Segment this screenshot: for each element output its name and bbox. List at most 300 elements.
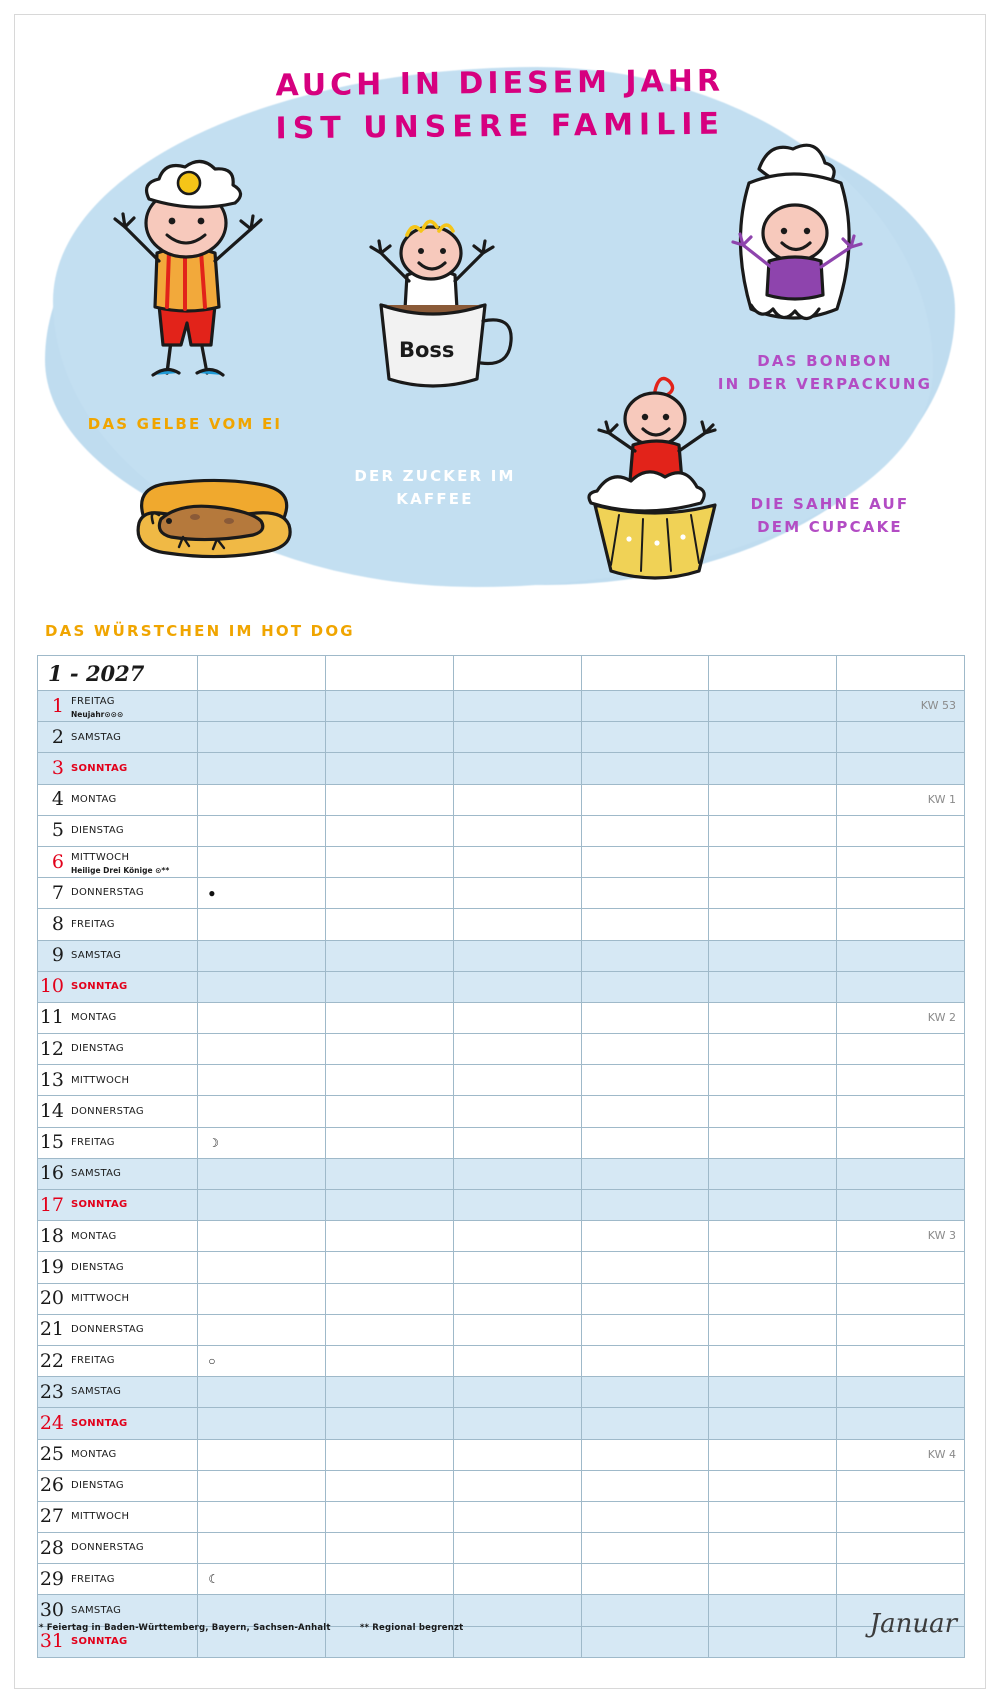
day-row (38, 1470, 965, 1501)
appointment-cell[interactable] (453, 1345, 581, 1376)
appointment-cell[interactable] (709, 1034, 837, 1065)
appointment-cell[interactable] (198, 1408, 326, 1439)
appointment-cell[interactable] (709, 1127, 837, 1158)
moon-phase-icon: ● (208, 886, 216, 901)
day-row (38, 753, 965, 784)
month-header-cell: 1 - 2027 (38, 656, 198, 691)
appointment-cell[interactable] (453, 722, 581, 753)
appointment-cell[interactable] (198, 878, 326, 909)
caption-coffee-line-2: KAFFEE (396, 489, 474, 508)
appointment-cell[interactable] (581, 846, 709, 877)
appointment-cell[interactable] (581, 1158, 709, 1189)
appointment-cell[interactable] (837, 940, 965, 971)
appointment-cell[interactable] (453, 753, 581, 784)
day-number: 6 (51, 850, 64, 873)
footnote-2: ** Regional begrenzt (359, 1623, 464, 1633)
appointment-cell[interactable] (837, 1470, 965, 1501)
appointment-cell[interactable] (326, 784, 454, 815)
headline (15, 58, 986, 153)
day-label-cell (38, 1065, 198, 1096)
appointment-cell[interactable] (837, 1158, 965, 1189)
appointment-cell[interactable] (198, 722, 326, 753)
appointment-cell[interactable] (326, 1190, 454, 1221)
caption-bonbon-line-2: IN DER VERPACKUNG (717, 374, 933, 393)
day-label-cell (38, 1439, 198, 1470)
weekday-name: MITTWOCH (71, 1074, 130, 1086)
appointment-cell[interactable] (326, 846, 454, 877)
appointment-cell[interactable] (326, 1595, 454, 1626)
appointment-cell[interactable] (198, 1221, 326, 1252)
appointment-cell[interactable] (709, 1564, 837, 1595)
weekday-name: SAMSTAG (71, 731, 122, 743)
appointment-cell[interactable] (837, 1034, 965, 1065)
appointment-cell[interactable] (326, 1283, 454, 1314)
appointment-cell[interactable] (453, 1564, 581, 1595)
appointment-cell[interactable] (198, 1439, 326, 1470)
weekday-name: SAMSTAG (71, 949, 122, 961)
appointment-cell[interactable] (453, 940, 581, 971)
appointment-cell[interactable] (581, 722, 709, 753)
day-number: 7 (51, 881, 64, 904)
appointment-cell[interactable] (581, 1345, 709, 1376)
appointment-cell[interactable] (581, 1221, 709, 1252)
appointment-cell[interactable] (581, 878, 709, 909)
appointment-cell[interactable] (581, 1501, 709, 1532)
appointment-cell[interactable] (198, 971, 326, 1002)
appointment-cell[interactable] (581, 1252, 709, 1283)
weekday-name: MONTAG (71, 793, 117, 805)
day-row (38, 909, 965, 940)
appointment-cell[interactable] (709, 1190, 837, 1221)
appointment-cell[interactable] (709, 971, 837, 1002)
appointment-cell[interactable] (709, 1221, 837, 1252)
caption-cupcake (715, 493, 945, 538)
appointment-cell[interactable] (326, 1377, 454, 1408)
appointment-cell[interactable] (326, 1034, 454, 1065)
appointment-cell[interactable] (581, 1408, 709, 1439)
day-row (38, 1564, 965, 1595)
appointment-cell[interactable] (837, 846, 965, 877)
day-row (38, 1408, 965, 1439)
appointment-cell[interactable] (581, 1533, 709, 1564)
appointment-cell[interactable] (709, 1345, 837, 1376)
day-row (38, 784, 965, 815)
appointment-cell[interactable] (581, 753, 709, 784)
appointment-cell[interactable] (709, 1065, 837, 1096)
appointment-cell[interactable] (709, 940, 837, 971)
appointment-cell[interactable] (581, 1190, 709, 1221)
appointment-cell[interactable] (326, 1065, 454, 1096)
day-row (38, 691, 965, 722)
appointment-cell[interactable] (198, 1002, 326, 1033)
day-row (38, 1439, 965, 1470)
week-number: KW 3 (927, 1229, 956, 1243)
appointment-cell[interactable] (581, 1595, 709, 1626)
appointment-cell[interactable] (581, 1127, 709, 1158)
appointment-cell[interactable] (326, 753, 454, 784)
weekday-name: FREITAG (71, 1573, 115, 1585)
appointment-cell[interactable] (198, 1096, 326, 1127)
coffee-mug-figure (327, 205, 547, 405)
appointment-cell[interactable] (198, 846, 326, 877)
appointment-cell[interactable] (709, 1252, 837, 1283)
appointment-cell[interactable] (326, 1408, 454, 1439)
moon-phase-icon: ☽ (208, 1135, 220, 1150)
day-number: 4 (51, 788, 64, 811)
day-number: 17 (39, 1193, 64, 1216)
day-number: 31 (39, 1630, 64, 1653)
weekday-name: SONNTAG (71, 1635, 128, 1647)
appointment-cell[interactable] (709, 722, 837, 753)
appointment-cell[interactable] (581, 1314, 709, 1345)
appointment-cell[interactable] (198, 815, 326, 846)
appointment-cell[interactable] (709, 909, 837, 940)
appointment-cell[interactable] (709, 1002, 837, 1033)
appointment-cell[interactable] (709, 1501, 837, 1532)
appointment-cell[interactable] (198, 1190, 326, 1221)
appointment-cell[interactable] (709, 1439, 837, 1470)
weekday-name: DIENSTAG (71, 1043, 124, 1055)
appointment-cell[interactable] (581, 691, 709, 722)
day-label-cell (38, 722, 198, 753)
appointment-cell[interactable] (198, 1314, 326, 1345)
appointment-cell[interactable] (326, 1252, 454, 1283)
appointment-cell[interactable] (326, 1158, 454, 1189)
appointment-cell[interactable] (837, 1439, 965, 1470)
day-label-cell (38, 1345, 198, 1376)
appointment-cell[interactable] (326, 971, 454, 1002)
moon-phase-icon: ○ (208, 1354, 216, 1369)
appointment-cell[interactable] (709, 1158, 837, 1189)
day-number: 11 (39, 1006, 64, 1029)
calendar-header-row (38, 656, 965, 691)
appointment-cell[interactable] (837, 1564, 965, 1595)
appointment-cell[interactable] (453, 1314, 581, 1345)
page-border (14, 14, 986, 1689)
appointment-cell[interactable] (198, 784, 326, 815)
weekday-name: FREITAG (71, 1136, 115, 1148)
week-number: KW 53 (920, 699, 956, 713)
appointment-cell[interactable] (198, 1470, 326, 1501)
appointment-cell[interactable] (581, 1283, 709, 1314)
appointment-cell[interactable] (453, 1439, 581, 1470)
day-number: 12 (39, 1037, 64, 1060)
appointment-cell[interactable] (453, 909, 581, 940)
appointment-cell[interactable] (709, 1470, 837, 1501)
appointment-cell[interactable] (453, 1408, 581, 1439)
day-label-cell (38, 1096, 198, 1127)
appointment-cell[interactable] (198, 1127, 326, 1158)
appointment-cell[interactable] (326, 940, 454, 971)
appointment-cell[interactable] (709, 691, 837, 722)
day-number: 29 (39, 1567, 64, 1590)
appointment-cell[interactable] (326, 1533, 454, 1564)
holiday-name: Heilige Drei Könige ⊙** (71, 866, 170, 876)
weekday-name: SONNTAG (71, 1199, 128, 1211)
appointment-cell[interactable] (326, 1127, 454, 1158)
day-row (38, 1065, 965, 1096)
appointment-cell[interactable] (198, 909, 326, 940)
caption-egg: DAS GELBE VOM EI (87, 415, 283, 433)
appointment-cell[interactable] (453, 846, 581, 877)
day-row (38, 1127, 965, 1158)
week-number: KW 4 (927, 1447, 956, 1461)
weekday-name: MONTAG (71, 1448, 117, 1460)
appointment-cell[interactable] (837, 1408, 965, 1439)
appointment-cell[interactable] (453, 878, 581, 909)
appointment-cell[interactable] (198, 1345, 326, 1376)
day-row (38, 1345, 965, 1376)
caption-coffee-line-1: DER ZUCKER IM (354, 467, 516, 485)
appointment-cell[interactable] (581, 784, 709, 815)
appointment-cell[interactable] (198, 1252, 326, 1283)
appointment-cell[interactable] (453, 1065, 581, 1096)
appointment-cell[interactable] (709, 753, 837, 784)
day-label-cell (38, 909, 198, 940)
appointment-cell[interactable] (326, 691, 454, 722)
day-number: 13 (39, 1068, 64, 1091)
appointment-cell[interactable] (453, 1252, 581, 1283)
weekday-name: MONTAG (71, 1230, 117, 1242)
weekday-name: FREITAG (71, 1355, 115, 1367)
appointment-cell[interactable] (198, 753, 326, 784)
day-number: 25 (39, 1443, 64, 1466)
appointment-cell[interactable] (453, 1283, 581, 1314)
day-label-cell (38, 815, 198, 846)
appointment-cell[interactable] (581, 1377, 709, 1408)
appointment-cell[interactable] (453, 1158, 581, 1189)
appointment-cell[interactable] (326, 909, 454, 940)
egg-boy-figure (75, 155, 295, 385)
appointment-cell[interactable] (581, 971, 709, 1002)
day-number: 26 (39, 1474, 64, 1497)
day-row (38, 846, 965, 877)
mug-label: Boss (399, 338, 455, 362)
header-blank-3[interactable] (453, 656, 581, 691)
appointment-cell[interactable] (709, 1595, 837, 1626)
day-number: 3 (51, 756, 64, 779)
weekday-name: DONNERSTAG (71, 1324, 144, 1336)
appointment-cell[interactable] (581, 1002, 709, 1033)
day-label-cell (38, 878, 198, 909)
appointment-cell[interactable] (709, 878, 837, 909)
day-row (38, 1221, 965, 1252)
appointment-cell[interactable] (709, 1283, 837, 1314)
appointment-cell[interactable] (198, 1034, 326, 1065)
appointment-cell[interactable] (453, 1501, 581, 1532)
appointment-cell[interactable] (326, 1002, 454, 1033)
appointment-cell[interactable] (837, 1314, 965, 1345)
appointment-cell[interactable] (453, 1533, 581, 1564)
header-blank-2[interactable] (326, 656, 454, 691)
day-number: 9 (51, 944, 64, 967)
weekday-name: DONNERSTAG (71, 1542, 144, 1554)
moon-phase-icon: ☾ (208, 1572, 220, 1587)
header-blank-1[interactable] (198, 656, 326, 691)
appointment-cell[interactable] (709, 1533, 837, 1564)
appointment-cell[interactable] (453, 1470, 581, 1501)
appointment-cell[interactable] (837, 1002, 965, 1033)
appointment-cell[interactable] (326, 722, 454, 753)
appointment-cell[interactable] (453, 1377, 581, 1408)
caption-hotdog: DAS WÜRSTCHEN IM HOT DOG (45, 622, 355, 640)
appointment-cell[interactable] (453, 815, 581, 846)
day-number: 24 (39, 1411, 64, 1434)
appointment-cell[interactable] (581, 909, 709, 940)
appointment-cell[interactable] (198, 1065, 326, 1096)
caption-coffee (315, 465, 555, 510)
appointment-cell[interactable] (581, 1034, 709, 1065)
appointment-cell[interactable] (326, 1439, 454, 1470)
appointment-cell[interactable] (198, 1564, 326, 1595)
day-row (38, 1190, 965, 1221)
day-label-cell (38, 1158, 198, 1189)
headline-line-1: AUCH IN DIESEM JAHR (275, 63, 725, 104)
appointment-cell[interactable] (837, 1221, 965, 1252)
appointment-cell[interactable] (837, 1345, 965, 1376)
day-row (38, 1252, 965, 1283)
day-number: 8 (51, 912, 64, 935)
appointment-cell[interactable] (198, 1158, 326, 1189)
appointment-cell[interactable] (326, 1501, 454, 1532)
appointment-cell[interactable] (453, 1595, 581, 1626)
day-number: 5 (51, 819, 64, 842)
appointment-cell[interactable] (709, 1314, 837, 1345)
appointment-cell[interactable] (837, 1127, 965, 1158)
appointment-cell[interactable] (837, 691, 965, 722)
day-row (38, 815, 965, 846)
footnote-1: * Feiertag in Baden-Württemberg, Bayern, Sachsen-Anhalt (39, 1623, 331, 1633)
header-blank-5[interactable] (709, 656, 837, 691)
appointment-cell[interactable] (581, 1096, 709, 1127)
appointment-cell[interactable] (453, 1221, 581, 1252)
appointment-cell[interactable] (326, 815, 454, 846)
day-label-cell (38, 691, 198, 722)
headline-line-2: IST UNSERE FAMILIE (275, 106, 726, 146)
appointment-cell[interactable] (198, 940, 326, 971)
weekday-name: SAMSTAG (71, 1168, 122, 1180)
weekday-name: SAMSTAG (71, 1604, 122, 1616)
appointment-cell[interactable] (326, 1564, 454, 1595)
appointment-cell[interactable] (198, 1501, 326, 1532)
weekday-name: MITTWOCH (71, 1292, 130, 1304)
appointment-cell[interactable] (837, 1096, 965, 1127)
day-number: 30 (39, 1599, 64, 1622)
appointment-cell[interactable] (837, 1283, 965, 1314)
month-grid (37, 655, 965, 1658)
appointment-cell[interactable] (453, 1034, 581, 1065)
day-row (38, 940, 965, 971)
appointment-cell[interactable] (326, 1221, 454, 1252)
footnotes (39, 1623, 463, 1633)
appointment-cell[interactable] (837, 753, 965, 784)
day-label-cell (38, 1377, 198, 1408)
caption-bonbon-line-1: DAS BONBON (757, 352, 893, 370)
bonbon-figure (705, 125, 885, 355)
appointment-cell[interactable] (581, 1065, 709, 1096)
day-row (38, 1595, 965, 1626)
day-number: 2 (51, 725, 64, 748)
header-blank-4[interactable] (581, 656, 709, 691)
appointment-cell[interactable] (837, 1190, 965, 1221)
appointment-cell[interactable] (837, 878, 965, 909)
appointment-cell[interactable] (709, 1408, 837, 1439)
appointment-cell[interactable] (326, 878, 454, 909)
appointment-cell[interactable] (453, 691, 581, 722)
day-number: 16 (39, 1162, 64, 1185)
day-row (38, 878, 965, 909)
appointment-cell[interactable] (198, 1283, 326, 1314)
appointment-cell[interactable] (837, 722, 965, 753)
appointment-cell[interactable] (709, 1377, 837, 1408)
appointment-cell[interactable] (581, 815, 709, 846)
appointment-cell[interactable] (581, 1470, 709, 1501)
appointment-cell[interactable] (837, 1377, 965, 1408)
appointment-cell[interactable] (837, 909, 965, 940)
appointment-cell[interactable] (837, 971, 965, 1002)
appointment-cell[interactable] (581, 1439, 709, 1470)
appointment-cell[interactable] (198, 1595, 326, 1626)
day-number: 22 (39, 1349, 64, 1372)
appointment-cell[interactable] (326, 1314, 454, 1345)
appointment-cell[interactable] (837, 1533, 965, 1564)
appointment-cell[interactable] (453, 1096, 581, 1127)
appointment-cell[interactable] (198, 691, 326, 722)
appointment-cell[interactable] (837, 784, 965, 815)
appointment-cell[interactable] (709, 1096, 837, 1127)
header-blank-6[interactable] (837, 656, 965, 691)
day-label-cell (38, 971, 198, 1002)
appointment-cell[interactable] (453, 1127, 581, 1158)
appointment-cell[interactable] (326, 1470, 454, 1501)
day-row (38, 1034, 965, 1065)
appointment-cell[interactable] (198, 1377, 326, 1408)
appointment-cell[interactable] (581, 1564, 709, 1595)
weekday-name: SONNTAG (71, 762, 128, 774)
day-number: 15 (39, 1131, 64, 1154)
weekday-name: MONTAG (71, 1012, 117, 1024)
appointment-cell[interactable] (709, 1626, 837, 1657)
hotdog-figure (125, 463, 295, 583)
appointment-cell[interactable] (837, 815, 965, 846)
appointment-cell[interactable] (198, 1533, 326, 1564)
appointment-cell[interactable] (453, 1626, 581, 1657)
appointment-cell[interactable] (453, 1190, 581, 1221)
weekday-name: SONNTAG (71, 1417, 128, 1429)
appointment-cell[interactable] (709, 784, 837, 815)
appointment-cell[interactable] (837, 1252, 965, 1283)
appointment-cell[interactable] (453, 784, 581, 815)
weekday-name: DONNERSTAG (71, 887, 144, 899)
appointment-cell[interactable] (837, 1501, 965, 1532)
weekday-name: SAMSTAG (71, 1386, 122, 1398)
day-number: 18 (39, 1224, 64, 1247)
day-row (38, 722, 965, 753)
day-row (38, 1096, 965, 1127)
appointment-cell[interactable] (453, 1002, 581, 1033)
appointment-cell[interactable] (581, 940, 709, 971)
week-number: KW 2 (927, 1010, 956, 1024)
month-name: Januar (869, 1609, 957, 1639)
appointment-cell[interactable] (326, 1096, 454, 1127)
appointment-cell[interactable] (581, 1626, 709, 1657)
appointment-cell[interactable] (709, 815, 837, 846)
appointment-cell[interactable] (326, 1345, 454, 1376)
appointment-cell[interactable] (453, 971, 581, 1002)
weekday-name: MITTWOCH (71, 1511, 130, 1523)
appointment-cell[interactable] (837, 1065, 965, 1096)
appointment-cell[interactable] (709, 846, 837, 877)
